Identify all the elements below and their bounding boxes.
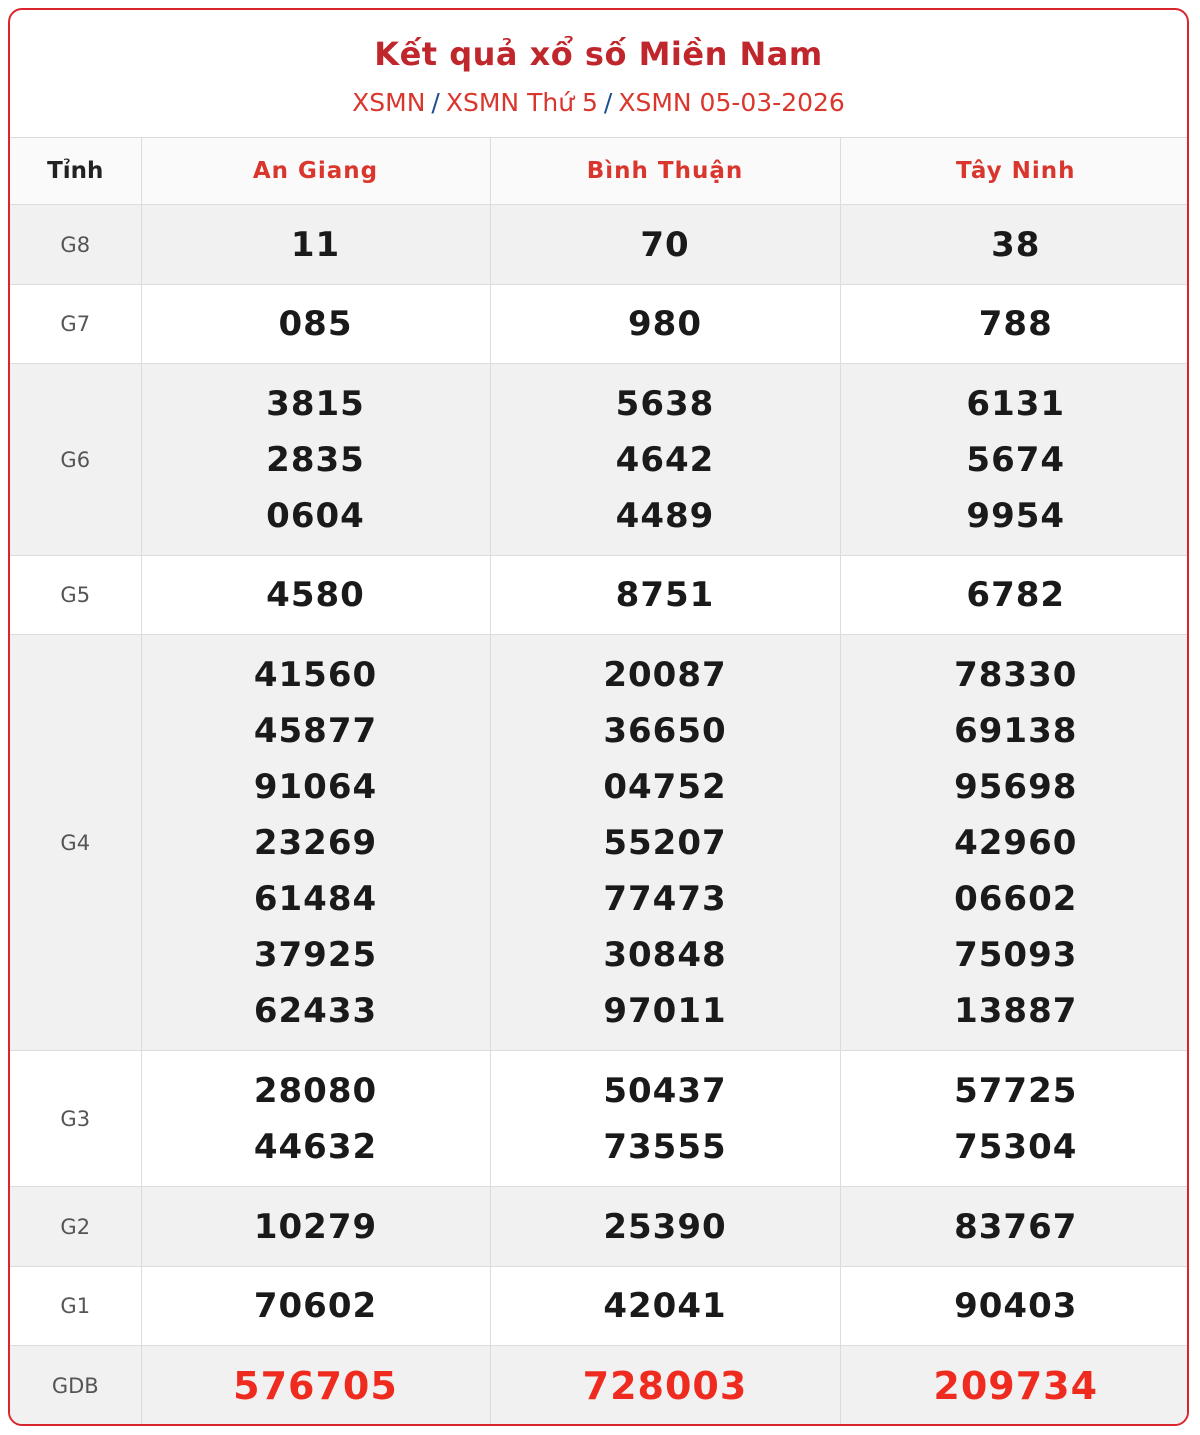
prize-label: G5 <box>10 556 141 635</box>
result-number: 788 <box>978 304 1053 344</box>
result-cell <box>840 1267 1189 1346</box>
breadcrumb-link-xsmn[interactable]: XSMN <box>352 88 426 117</box>
table-row <box>10 1267 1189 1346</box>
prize-label: G6 <box>10 364 141 556</box>
result-number: 37925 <box>253 934 378 975</box>
table-header-row <box>10 138 1189 205</box>
result-cell <box>141 1267 490 1346</box>
result-number: 3815 <box>266 383 365 424</box>
result-cell <box>840 635 1189 1051</box>
prize-label: G4 <box>10 635 141 1051</box>
number-list <box>841 365 1190 555</box>
result-cell <box>490 1051 840 1187</box>
result-number: 95698 <box>954 766 1078 807</box>
result-cell <box>840 1346 1189 1426</box>
result-number: 75304 <box>954 1126 1078 1167</box>
number-list <box>841 1347 1190 1425</box>
number-list <box>142 636 490 1050</box>
result-cell <box>490 285 840 364</box>
result-number: 4642 <box>615 439 715 480</box>
result-cell <box>490 1346 840 1426</box>
result-cell <box>141 285 490 364</box>
page-title: Kết quả xổ số Miền Nam <box>374 35 823 73</box>
result-number: 5638 <box>615 383 715 424</box>
result-cell <box>840 205 1189 285</box>
result-number: 62433 <box>253 990 378 1031</box>
result-number: 73555 <box>603 1126 727 1167</box>
number-list <box>841 1267 1190 1345</box>
breadcrumb-separator: / <box>431 88 440 117</box>
result-cell <box>840 364 1189 556</box>
province-binh-thuan[interactable]: Bình Thuận <box>490 138 840 205</box>
result-number: 0604 <box>266 495 365 536</box>
breadcrumb-link-xsmn-date[interactable]: XSMN 05-03-2026 <box>618 88 845 117</box>
result-number: 980 <box>628 304 702 344</box>
number-list <box>142 1052 490 1186</box>
number-list <box>142 1267 490 1345</box>
number-list <box>491 206 840 284</box>
prize-label: GDB <box>10 1346 141 1426</box>
prize-label: G3 <box>10 1051 141 1187</box>
result-cell <box>490 635 840 1051</box>
result-number: 61484 <box>253 878 378 919</box>
result-number: 6782 <box>966 575 1066 615</box>
results-table-body <box>10 205 1189 1426</box>
results-header <box>10 10 1187 138</box>
result-cell <box>141 364 490 556</box>
results-card <box>8 8 1189 1426</box>
number-list <box>491 1188 840 1266</box>
province-column-header: Tỉnh <box>10 138 141 205</box>
result-number: 4489 <box>615 495 715 536</box>
result-cell <box>141 1051 490 1187</box>
result-number: 44632 <box>253 1126 378 1167</box>
result-number: 78330 <box>954 654 1078 695</box>
result-number: 77473 <box>603 878 727 919</box>
result-number: 41560 <box>253 654 378 695</box>
number-list <box>841 1188 1190 1266</box>
result-number: 75093 <box>954 934 1078 975</box>
breadcrumb-link-xsmn-thu-5[interactable]: XSMN Thứ 5 <box>445 88 598 117</box>
result-number: 8751 <box>615 575 715 615</box>
table-row <box>10 285 1189 364</box>
result-number: 70 <box>640 224 690 265</box>
result-cell <box>141 205 490 285</box>
number-list <box>142 206 490 284</box>
number-list <box>142 556 490 634</box>
result-number: 42041 <box>603 1286 727 1326</box>
special-prize-number: 209734 <box>933 1363 1099 1408</box>
number-list <box>491 1052 840 1186</box>
result-number: 6131 <box>966 383 1066 424</box>
result-number: 97011 <box>603 990 727 1031</box>
result-number: 9954 <box>966 495 1066 536</box>
result-cell <box>141 1187 490 1267</box>
result-number: 38 <box>991 224 1041 265</box>
result-number: 69138 <box>954 710 1078 751</box>
result-number: 36650 <box>603 710 727 751</box>
result-cell <box>490 364 840 556</box>
result-number: 55207 <box>603 822 727 863</box>
number-list <box>491 556 840 634</box>
result-number: 50437 <box>603 1070 727 1111</box>
result-cell <box>840 1187 1189 1267</box>
result-number: 04752 <box>603 766 727 807</box>
result-number: 42960 <box>954 822 1078 863</box>
result-number: 13887 <box>954 990 1078 1031</box>
result-cell <box>141 1346 490 1426</box>
result-cell <box>490 205 840 285</box>
result-cell <box>840 285 1189 364</box>
result-number: 23269 <box>253 822 378 863</box>
table-row <box>10 1187 1189 1267</box>
result-number: 70602 <box>253 1286 378 1326</box>
number-list <box>841 556 1190 634</box>
results-table <box>10 138 1189 1426</box>
result-number: 83767 <box>954 1206 1078 1247</box>
result-number: 20087 <box>603 654 727 695</box>
result-number: 25390 <box>603 1206 727 1247</box>
number-list <box>491 636 840 1050</box>
number-list <box>491 1267 840 1345</box>
prize-label: G8 <box>10 205 141 285</box>
number-list <box>142 365 490 555</box>
number-list <box>841 1052 1190 1186</box>
number-list <box>142 1188 490 1266</box>
result-number: 45877 <box>253 710 378 751</box>
result-number: 4580 <box>266 575 365 615</box>
table-row <box>10 364 1189 556</box>
result-cell <box>840 1051 1189 1187</box>
result-cell <box>490 1187 840 1267</box>
prize-label: G1 <box>10 1267 141 1346</box>
table-row <box>10 205 1189 285</box>
number-list <box>142 285 490 363</box>
result-number: 28080 <box>253 1070 378 1111</box>
result-number: 10279 <box>253 1206 378 1247</box>
breadcrumb-separator: / <box>603 88 613 117</box>
prize-label: G7 <box>10 285 141 364</box>
result-number: 90403 <box>954 1286 1078 1326</box>
number-list <box>491 365 840 555</box>
result-number: 2835 <box>266 439 365 480</box>
province-tay-ninh[interactable]: Tây Ninh <box>840 138 1189 205</box>
result-number: 57725 <box>954 1070 1078 1111</box>
result-number: 06602 <box>954 878 1078 919</box>
table-row <box>10 635 1189 1051</box>
result-number: 5674 <box>966 439 1066 480</box>
breadcrumb <box>10 88 1187 118</box>
result-cell <box>490 556 840 635</box>
prize-label: G2 <box>10 1187 141 1267</box>
result-number: 30848 <box>603 934 727 975</box>
result-cell <box>141 556 490 635</box>
table-row <box>10 1346 1189 1426</box>
special-prize-number: 576705 <box>233 1363 398 1408</box>
province-an-giang[interactable]: An Giang <box>141 138 490 205</box>
number-list <box>841 285 1190 363</box>
special-prize-number: 728003 <box>582 1363 748 1408</box>
number-list <box>142 1347 490 1425</box>
result-number: 91064 <box>253 766 378 807</box>
result-number: 085 <box>278 304 353 344</box>
number-list <box>841 206 1190 284</box>
table-row <box>10 556 1189 635</box>
result-cell <box>840 556 1189 635</box>
table-row <box>10 1051 1189 1187</box>
result-cell <box>490 1267 840 1346</box>
number-list <box>841 636 1190 1050</box>
number-list <box>491 1347 840 1425</box>
result-number: 11 <box>290 224 341 265</box>
number-list <box>491 285 840 363</box>
result-cell <box>141 635 490 1051</box>
